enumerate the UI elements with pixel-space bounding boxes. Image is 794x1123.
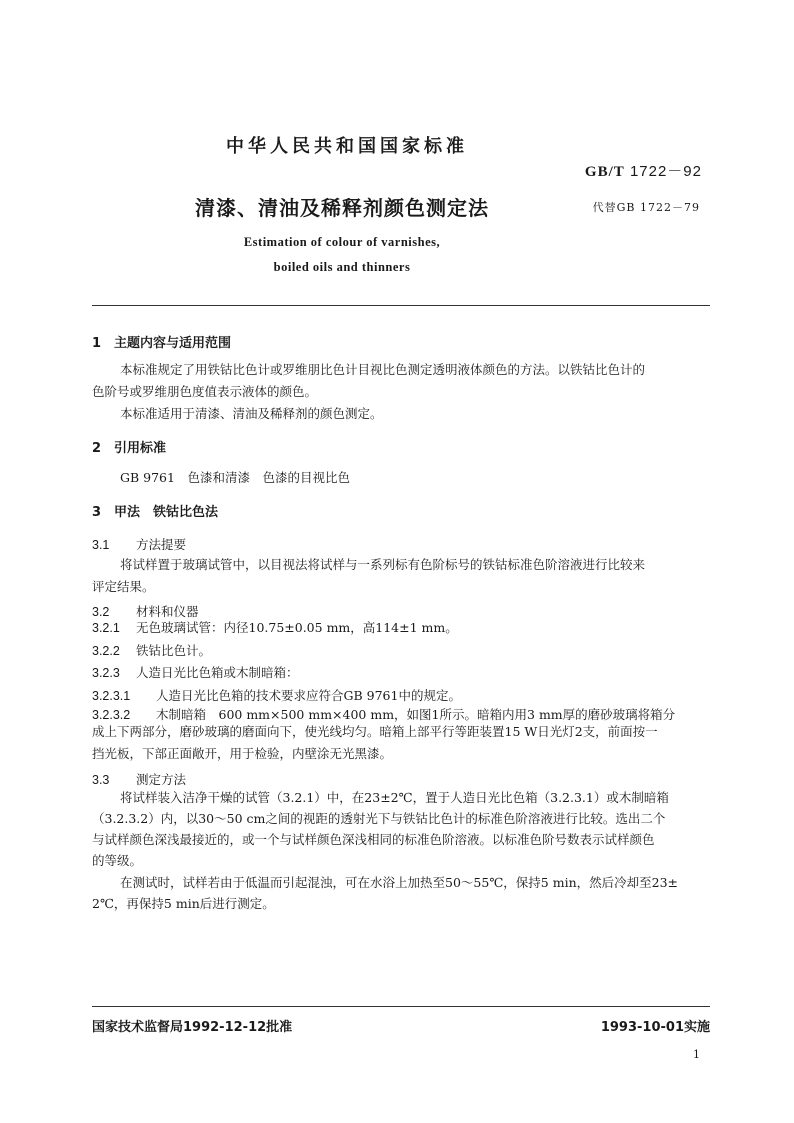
clause-3-1-title: 方法提要 <box>136 537 187 552</box>
document-title-en-line2: boiled oils and thinners <box>273 260 411 274</box>
standard-number <box>585 160 702 181</box>
section-2-number: 2 <box>92 441 102 456</box>
section-1-para2: 本标准适用于清漆、清油及稀释剂的颜色测定。 <box>120 406 383 421</box>
document-title-cn: 清漆、清油及稀释剂颜色测定法 <box>195 196 489 220</box>
section-3-heading <box>92 501 218 520</box>
clause-3-2-3 <box>92 663 299 681</box>
clause-3-3-p1-line2: （3.2.3.2）内，以30～50 cm之间的视距的透射光下与铁钴比色计的标准色阶溶液进行比较。选出二个 <box>92 811 666 826</box>
clause-3-3 <box>92 770 186 788</box>
clause-3-1 <box>92 535 186 553</box>
clause-3-2-title: 材料和仪器 <box>136 604 199 619</box>
section-1-para1-line2: 色阶号或罗维朋色度值表示液体的颜色。 <box>92 384 318 399</box>
document-title-en-line1: Estimation of colour of varnishes, <box>243 235 441 249</box>
clause-3-1-line1: 将试样置于玻璃试管中，以目视法将试样与一系列标有色阶标号的铁钴标准色阶溶液进行比较来 <box>120 557 646 572</box>
clause-3-2-3-2-line1: 木制暗箱 600 mm×500 mm×400 mm，如图1所示。暗箱内用3 mm厚的磨砂玻璃将箱分 <box>156 707 676 722</box>
clause-3-3-p1-line1: 将试样装入洁净干燥的试管（3.2.1）中，在23±2℃，置于人造日光比色箱（3.2.3.1）或木制暗箱 <box>120 790 669 805</box>
section-1-title: 主题内容与适用范围 <box>114 336 232 351</box>
page-number: 1 <box>693 1048 700 1061</box>
clause-3-3-p1-line3: 与试样颜色深浅最接近的，或一个与试样颜色深浅相同的标准色阶溶液。以标准色阶号数表示试样颜色 <box>92 832 655 847</box>
approval-date: 国家技术监督局1992-12-12批准 <box>92 1020 293 1035</box>
clause-3-2-3-2-number: 3.2.3.2 <box>92 708 131 722</box>
section-3-number: 3 <box>92 505 102 520</box>
clause-3-2-3-1-text: 人造日光比色箱的技术要求应符合GB 9761中的规定。 <box>156 688 461 703</box>
section-1-number: 1 <box>92 336 102 351</box>
national-standard-header: 中华人民共和国国家标准 <box>226 136 468 157</box>
section-1-heading <box>92 332 231 351</box>
clause-3-1-line2: 评定结果。 <box>92 579 155 594</box>
clause-3-3-title: 测定方法 <box>136 772 187 787</box>
header-rule <box>92 305 710 306</box>
section-2-heading <box>92 437 166 456</box>
clause-3-2-1-number: 3.2.1 <box>92 621 120 635</box>
replaces-standard: 代替GB 1722－79 <box>592 201 700 214</box>
effective-date: 1993-10-01实施 <box>600 1020 710 1035</box>
clause-3-2-2 <box>92 641 211 659</box>
clause-3-1-number: 3.1 <box>92 538 110 552</box>
clause-3-3-p1-line4: 的等级。 <box>92 853 143 868</box>
clause-3-2-1-text: 无色玻璃试管：内径10.75±0.05 mm，高114±1 mm。 <box>136 620 458 635</box>
clause-3-2-2-text: 铁钴比色计。 <box>136 643 212 658</box>
standard-code: 1722－92 <box>629 163 702 180</box>
section-3-title: 甲法 铁钴比色法 <box>114 505 219 520</box>
clause-3-2-3-1-number: 3.2.3.1 <box>92 689 131 703</box>
section-2-title: 引用标准 <box>114 441 167 456</box>
standard-prefix: GB/T <box>584 164 625 180</box>
clause-3-2-3-2-line3: 挡光板，下部正面敞开，用于检验，内壁涂无光黑漆。 <box>92 746 393 761</box>
clause-3-3-p2-line2: 2℃，再保持5 min后进行测定。 <box>92 896 275 911</box>
section-2-reference: GB 9761 色漆和清漆 色漆的目视比色 <box>120 470 350 485</box>
footer-rule <box>92 1006 710 1007</box>
clause-3-3-p2-line1: 在测试时，试样若由于低温而引起混浊，可在水浴上加热至50～55℃，保持5 min，然后冷却至23± <box>120 875 679 890</box>
clause-3-2-3-text: 人造日光比色箱或木制暗箱： <box>136 665 299 680</box>
clause-3-2-2-number: 3.2.2 <box>92 644 120 658</box>
clause-3-3-number: 3.3 <box>92 773 110 787</box>
section-1-para1-line1: 本标准规定了用铁钴比色计或罗维朋比色计目视比色测定透明液体颜色的方法。以铁钴比色计的 <box>120 362 646 377</box>
clause-3-2-3-1 <box>92 686 461 704</box>
clause-3-2-number: 3.2 <box>92 605 110 619</box>
clause-3-2-1 <box>92 618 458 636</box>
clause-3-2-3-2-line2: 成上下两部分，磨砂玻璃的磨面向下，使光线均匀。暗箱上部平行等距装置15 W日光灯2支，前面按一 <box>92 724 658 739</box>
clause-3-2-3-number: 3.2.3 <box>92 666 120 680</box>
